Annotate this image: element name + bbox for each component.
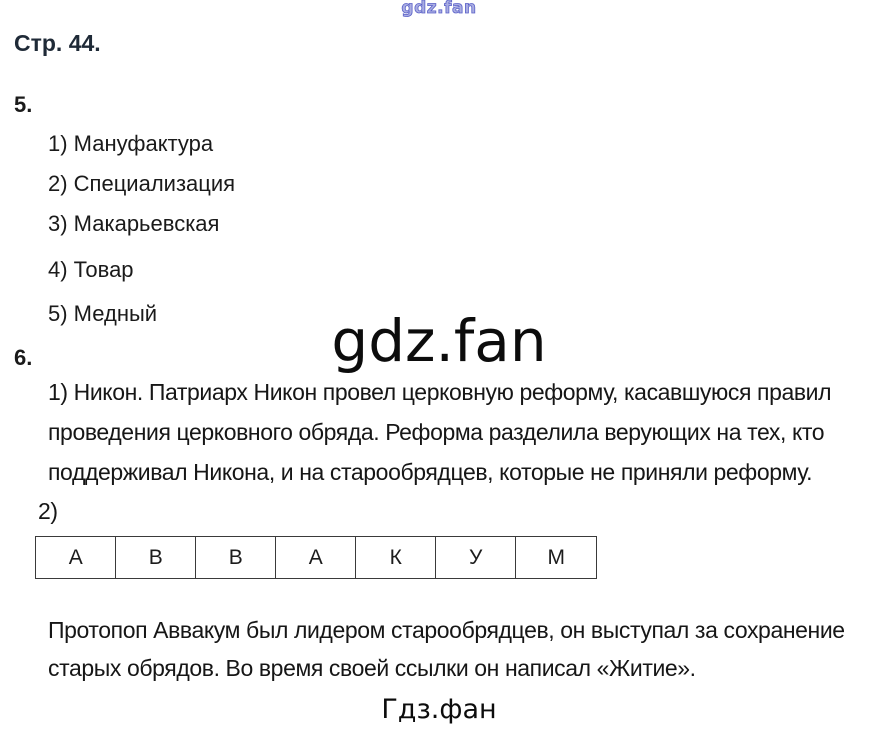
section-5-number: 5.: [14, 92, 33, 117]
table-cell: К: [356, 537, 436, 578]
page-number-title: Стр. 44.: [14, 30, 101, 56]
table-cell: А: [36, 537, 116, 578]
crossword-answer-table: [35, 536, 597, 579]
table-cell: В: [196, 537, 276, 578]
section-6-answer-2-label: 2): [38, 498, 58, 524]
list-item: 5) Медный: [48, 301, 158, 326]
list-item: 2) Специализация: [48, 171, 236, 196]
section-6-explanation-paragraph: Протопоп Аввакум был лидером старообрядцев, он выступал за сохранение старых обрядов. Во время своей ссылки он написал «Житие».: [48, 617, 845, 681]
table-cell: М: [547, 545, 565, 569]
site-watermark-center: gdz.fan: [331, 307, 547, 375]
section-5-answers-list: [48, 131, 235, 329]
section-6-answer-1-paragraph: 1) Никон. Патриарх Никон провел церковную реформу, касавшуюся правил проведения церковного обряда. Реформа разделила верующих на тех, кто поддерживал Никона, и на старообрядцев, которые не приняли реформу.: [48, 379, 832, 485]
list-item: 4) Товар: [48, 257, 134, 282]
list-item: 3) Макарьевская: [48, 211, 220, 236]
table-cell: А: [276, 537, 356, 578]
site-watermark-top: gdz.fan: [401, 0, 477, 18]
table-cell: В: [116, 537, 196, 578]
site-watermark-footer: Гдз.фан: [381, 694, 497, 725]
table-cell: У: [436, 537, 516, 578]
section-6-number: 6.: [14, 345, 33, 370]
list-item: 1) Мануфактура: [48, 131, 214, 156]
